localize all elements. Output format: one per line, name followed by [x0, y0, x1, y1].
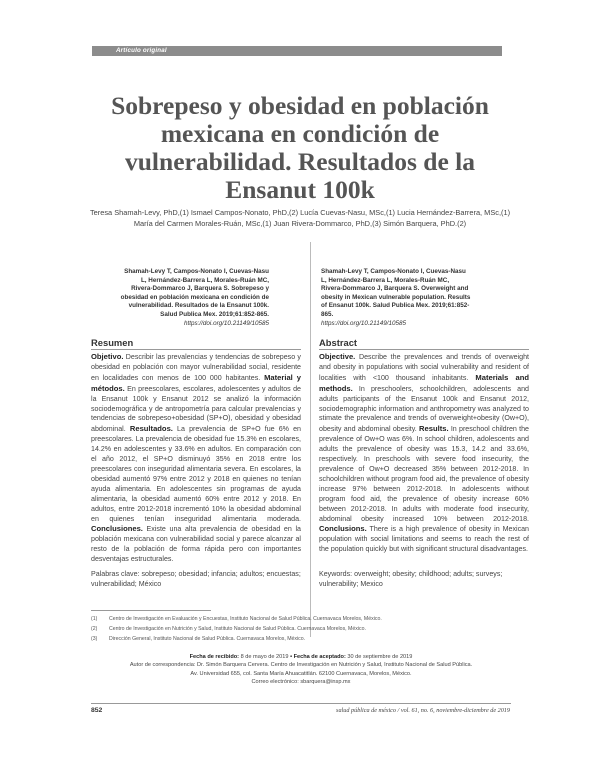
abstract-methods-label: Materials and methods. [319, 372, 529, 393]
abstract-conclusions-label: Conclusions. [319, 524, 367, 534]
resumen-heading: Resumen [91, 337, 301, 350]
citation-spanish-text: Shamah-Levy T, Campos-Nonato I, Cuevas-Nasu L, Hernández-Barrera L, Morales-Ruán MC, Rivera-Dommarco J, Barquera S. Sobrepeso y obesidad en población mexicana en condición de vulnerabilidad. Resultados de la Ensanut 100k. Salud Publica Mex. 2019;61:852-865. [120, 268, 269, 318]
resumen-objetivo-label: Objetivo. [91, 352, 124, 361]
resumen-conclusiones-label: Conclusiones. [91, 524, 143, 534]
correspondence: Autor de correspondencia: Dr. Simón Barquera Cervera. Centro de Investigación en Nutrición y Salud, Instituto Nacional de Salud Pública. [129, 662, 473, 669]
abstract-objective: Describe the prevalences and trends of overweight and obesity in populations with social vulnerability and resident of localities with <100 thousand inhabitants. [319, 353, 529, 382]
journal-reference: salud pública de méxico / vol. 61, no. 6, noviembre-diciembre de 2019 [336, 707, 510, 714]
resumen-block [91, 337, 301, 565]
email[interactable]: Correo electrónico: sbarquera@insp.mx [251, 679, 351, 686]
abstract-keywords: Keywords: overweight; obesity; childhood; adults; surveys; vulnerability; Mexico [319, 570, 503, 588]
resumen-resultados-label: Resultados. [129, 424, 173, 434]
resumen-metodos: En preescolares, escolares, adolescentes y adultos de la Ensanut 100k y Ensanut 2012 se analizó la información sociodemográfica y de antropometría para calcular prevalencias y tendencias de sobrepeso+obesidad (SP+O), obesidad y obesidad abdominal. [91, 384, 301, 434]
abstract-methods: In preschoolers, schoolchildren, adolescents and adults participants of the Ensanut 100k and Ensanut 2012, sociodemographic information and anthropometry was analyzed to stimate the prevalence and trends of overweight+obesity (Ow+O), obesity and abdominal obesity. [319, 384, 529, 434]
accepted-label: • Fecha de aceptado: [290, 654, 346, 660]
received-label: Fecha de recibido: [189, 654, 240, 660]
affiliation-item [91, 635, 511, 645]
affiliation-number: (3) [91, 635, 98, 642]
citation-english [321, 268, 471, 328]
affiliation-text: Dirección General, Instituto Nacional de Salud Pública. Cuernavaca Morelos, México. [109, 635, 306, 642]
resumen-objetivo: Describir las prevalencias y tendencias de sobrepeso y obesidad en población con mayor vulnerabilidad social, residente en localidades con menos de 100 000 habitantes. [91, 353, 301, 382]
received-date: 8 de mayo de 2019 [240, 654, 289, 660]
footnote-divider [91, 610, 211, 611]
affiliation-text: Centro de Investigación en Nutrición y Salud, Instituto Nacional de Salud Pública. Cuernavaca Morelos, México. [109, 625, 366, 632]
affiliation-number: (2) [91, 625, 98, 632]
affiliation-item [91, 615, 511, 625]
article-title: Sobrepeso y obesidad en población mexicana en condición de vulnerabilidad. Resultados de la Ensanut 100k [111, 91, 489, 204]
accepted-date: 30 de septiembre de 2019 [347, 654, 413, 660]
abstract-results-label: Results. [419, 424, 449, 434]
abstract-block [319, 337, 529, 555]
resumen-resultados: La prevalencia de SP+O fue 6% en preescolares. La prevalencia de obesidad fue 15.3% en escolares, 14.2% en adolescentes y 33.6% en adultos. En comparación con el año 2012, el SP+O disminuyó 35% en 2018 entre los preescolares con inseguridad alimentaria severa. En escolares, la obesidad aumentó 97% entre 2012 y 2018 en quienes no tenían ayuda alimentaria. En adolescentes sin programas de ayuda alimentaria, la obesidad aumentó 60% entre 2012 y 2018. En adultos, entre 2012-2018 incrementó 10% la obesidad abdominal en quienes tenían inseguridad alimentaria moderada. [91, 425, 301, 523]
abstract-heading: Abstract [319, 337, 529, 350]
page-number: 852 [91, 707, 103, 714]
resumen-metodos-label: Material y métodos. [91, 372, 301, 393]
affiliation-text: Centro de Investigación en Evaluación y Encuestas, Instituto Nacional de Salud Pública. Cuernavaca Morelos, México. [109, 616, 382, 622]
resumen-conclusiones: Existe una alta prevalencia de obesidad en la población mexicana con vulnerabilidad social y parece alcanzar al resto de la población de forma rápida pero con importantes desventajas estructurales. [91, 525, 301, 564]
citation-spanish [119, 268, 269, 328]
affiliation-number: (1) [91, 616, 98, 622]
address: Av. Universidad 655, col. Santa María Ahuacatitlán. 62100 Cuernavaca, Morelos, México. [190, 670, 412, 677]
dates-line [91, 653, 511, 661]
abstract-conclusions: There is a high prevalence of obesity in Mexican population with social limitations and seems to reach the rest of the population quickly but with significant structural disadvantages. [319, 525, 530, 554]
citation-spanish-doi[interactable]: https://doi.org/10.21149/10585 [184, 319, 269, 327]
citation-english-text: Shamah-Levy T, Campos-Nonato I, Cuevas-Nasu L, Hernández-Barrera L, Morales-Ruán MC, Rivera-Dommarco J, Barquera S. Overweight and obesity in Mexican vulnerable population. Results of Ensanut 100k. Salud Publica Mex. 2019;61:852-865. [321, 268, 471, 318]
affiliations [91, 615, 511, 644]
footer-divider [91, 703, 511, 704]
author-list: Teresa Shamah-Levy, PhD,(1) Ismael Campos-Nonato, PhD,(2) Lucía Cuevas-Nasu, MSc,(1) Lucia Hernández-Barrera, MSc,(1) María del Carmen Morales-Ruán, MSc,(1) Juan Rivera-Dommarco, PhD,(3) Simón Barquera, PhD.(2) [89, 208, 511, 228]
abstract-objective-label: Objective. [319, 352, 356, 361]
dates-block [91, 653, 511, 687]
column-divider [310, 242, 311, 637]
resumen-keywords: Palabras clave: sobrepeso; obesidad; infancia; adultos; encuestas; vulnerabilidad; México [91, 570, 301, 588]
resumen-text [91, 352, 301, 565]
citation-english-doi[interactable]: https://doi.org/10.21149/10585 [321, 319, 406, 327]
section-tag: Artículo original [116, 47, 167, 54]
abstract-results: In preschool children the prevalence of Ow+O was 6%. In school children, adolescents and adults the prevalence of obesity was 15.3, 14.2 and 33.6%, respectively. In preschools with severe food insecurity, the prevalence of Ow+O decreased 35% between 2012-2018. In schoolchildren without program food aid, the prevalence of obesity increase 97% between 2012-2018. In adolescents without program food aid, the prevalence of obesity increase 60% between 2012-2018. In adults with moderate food insecurity, abdominal obesity increased 10% between 2012-2018. [319, 425, 529, 523]
affiliation-item [91, 625, 511, 635]
abstract-text [319, 352, 529, 555]
